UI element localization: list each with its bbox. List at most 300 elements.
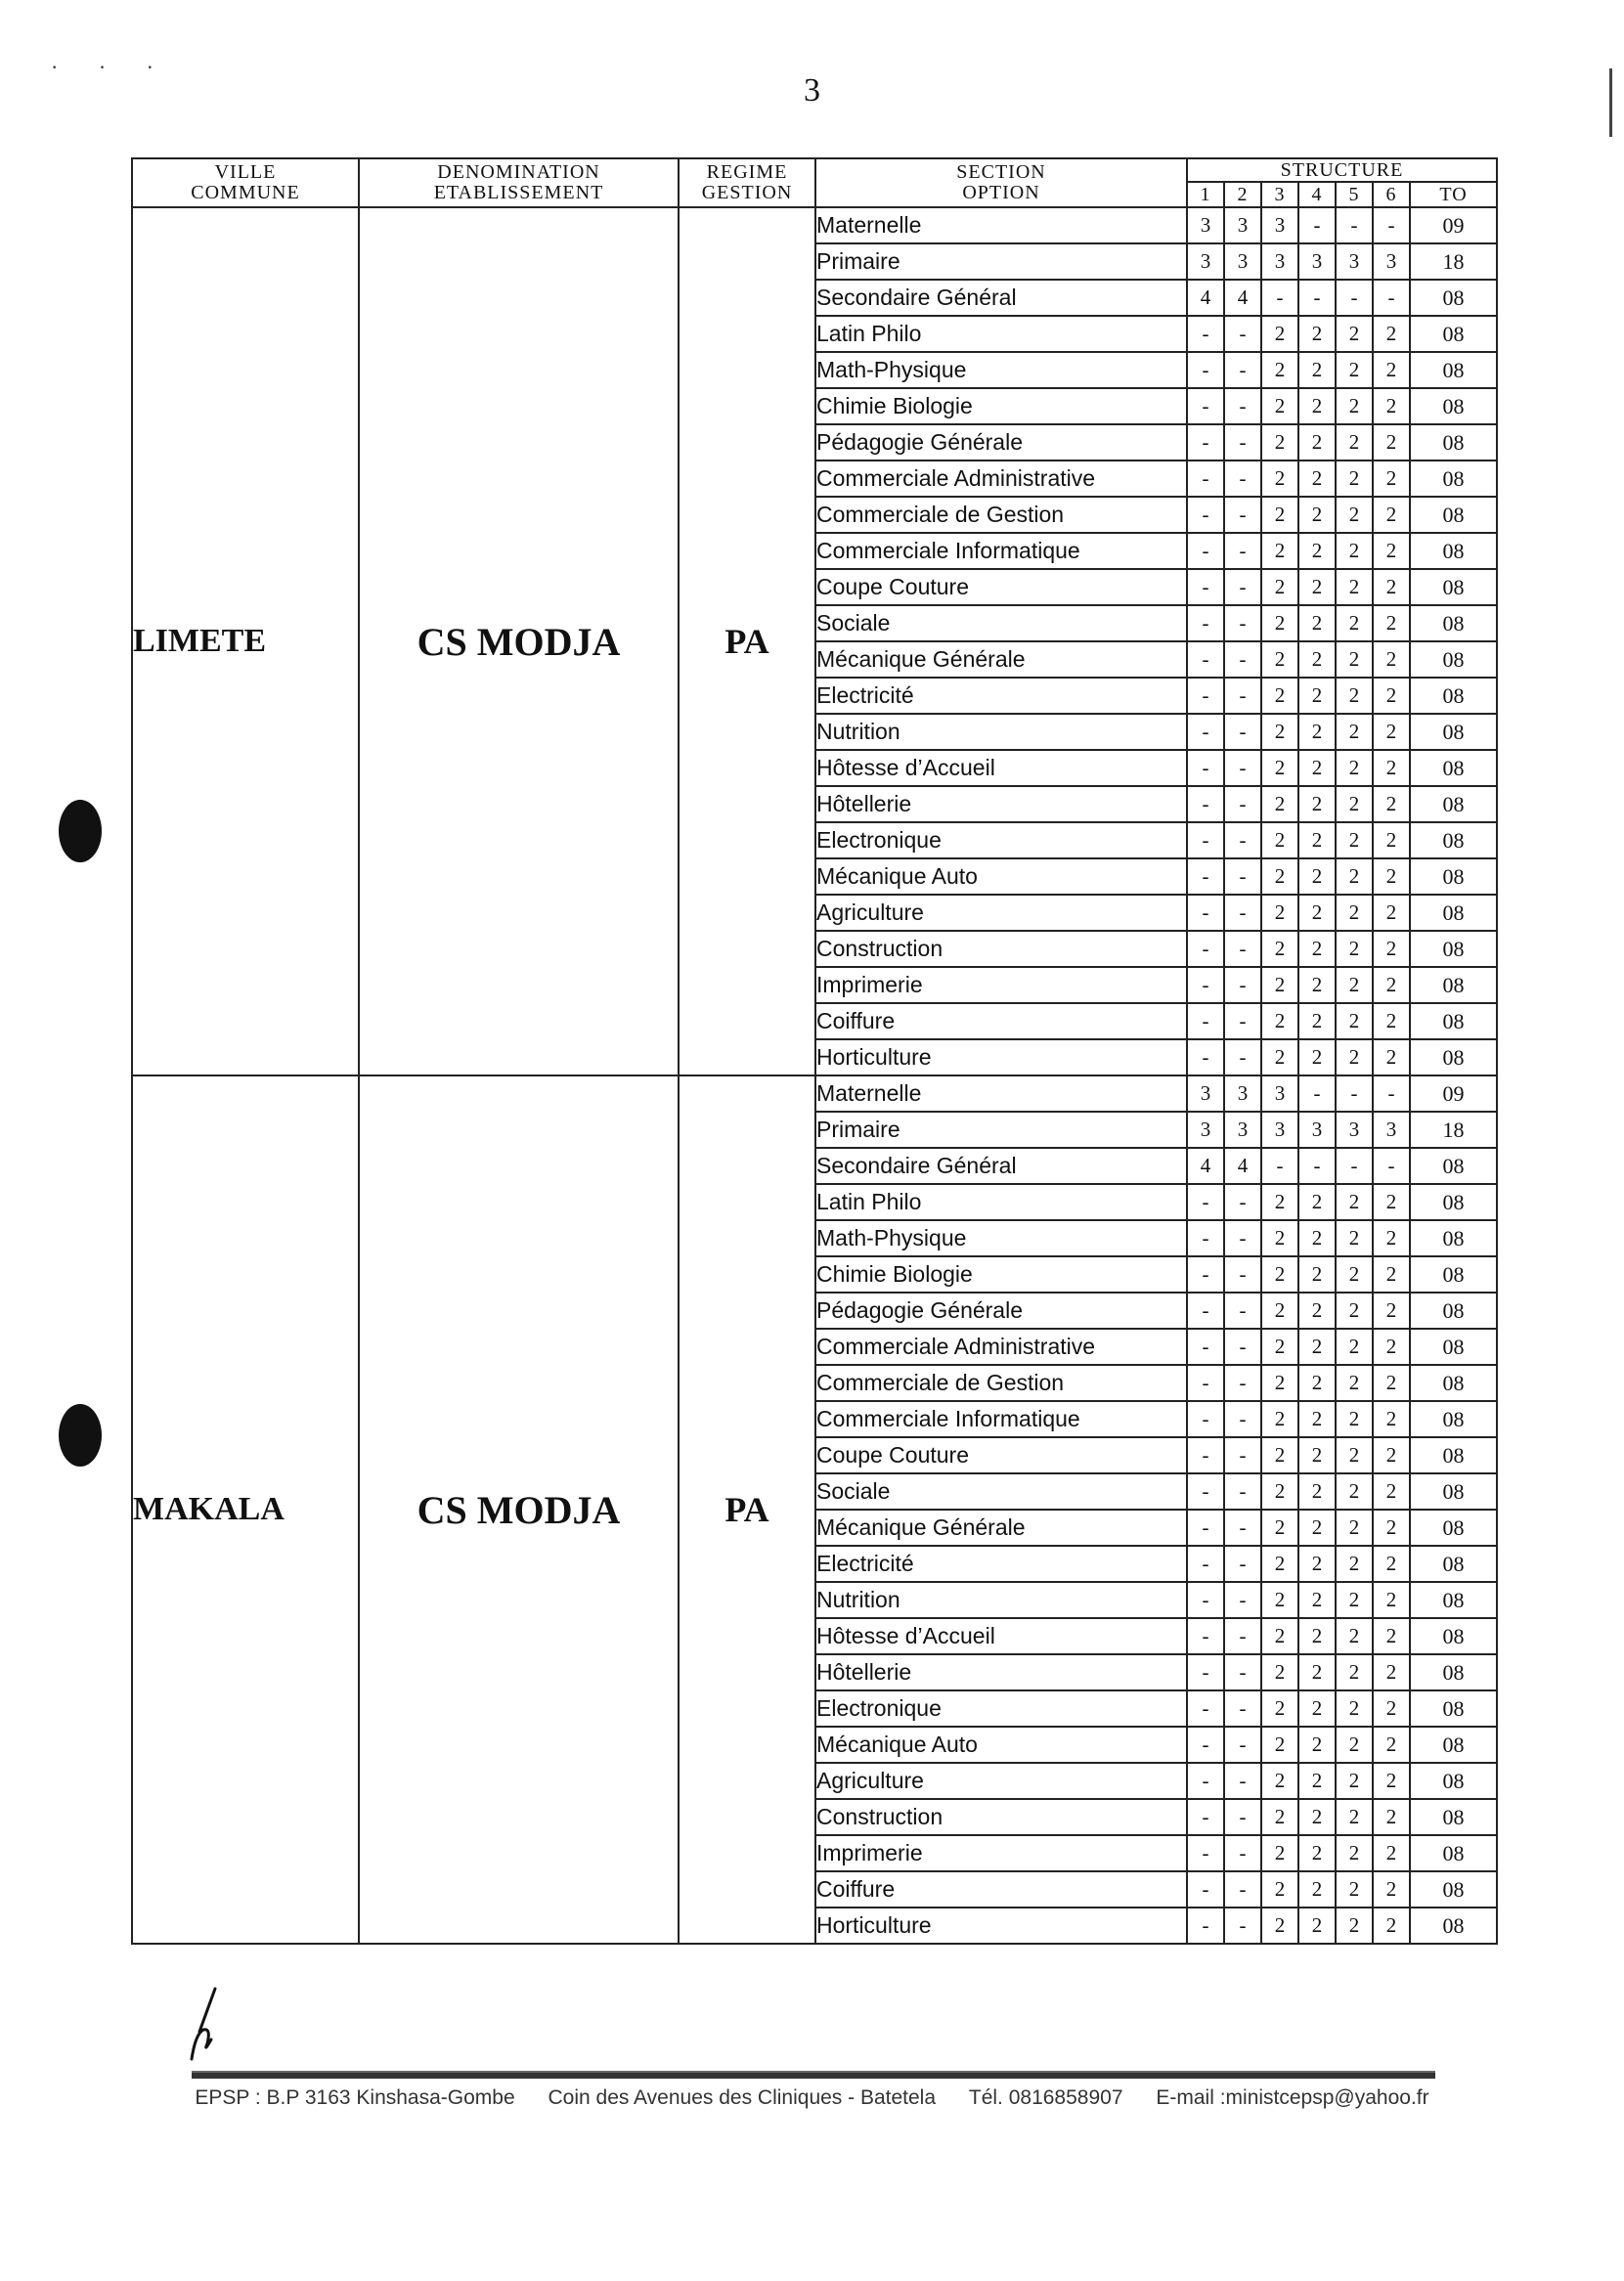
total-cell: 08 <box>1410 388 1497 424</box>
structure-cell: 2 <box>1336 1546 1373 1582</box>
structure-cell: 2 <box>1298 1690 1336 1727</box>
header-commune: COMMUNE <box>191 182 300 203</box>
header-structure-col: 5 <box>1336 182 1373 207</box>
structure-cell: 2 <box>1261 678 1298 714</box>
structure-cell: 2 <box>1298 967 1336 1003</box>
option-cell: Pédagogie Générale <box>815 424 1187 461</box>
signature-icon <box>182 1985 241 2063</box>
structure-cell: 2 <box>1373 1510 1410 1546</box>
structure-cell: - <box>1224 678 1261 714</box>
header-regime-line2: GESTION <box>701 182 793 203</box>
structure-cell: - <box>1187 461 1224 497</box>
structure-cell: 2 <box>1298 750 1336 786</box>
structure-cell: 2 <box>1298 1546 1336 1582</box>
structure-cell: - <box>1224 750 1261 786</box>
structure-cell: - <box>1224 497 1261 533</box>
structure-cell: 2 <box>1298 858 1336 895</box>
structure-cell: 2 <box>1261 1437 1298 1473</box>
total-cell: 08 <box>1410 1727 1497 1763</box>
structure-cell: - <box>1224 1835 1261 1871</box>
structure-cell: - <box>1373 207 1410 243</box>
structure-cell: 2 <box>1261 1654 1298 1690</box>
option-cell: Math-Physique <box>815 1220 1187 1256</box>
option-cell: Commerciale de Gestion <box>815 1365 1187 1401</box>
structure-cell: 2 <box>1373 1727 1410 1763</box>
structure-cell: 2 <box>1261 1401 1298 1437</box>
header-structure-total: TO <box>1410 182 1497 207</box>
header-denomination-line1: DENOMINATION <box>437 161 600 183</box>
structure-cell: 2 <box>1336 1256 1373 1293</box>
option-cell: Hôtesse d’Accueil <box>815 1618 1187 1654</box>
structure-cell: 2 <box>1261 1727 1298 1763</box>
footer-location: Coin des Avenues des Cliniques - Batetela <box>548 2086 937 2109</box>
structure-cell: - <box>1187 316 1224 352</box>
option-cell: Primaire <box>815 243 1187 280</box>
total-cell: 08 <box>1410 1835 1497 1871</box>
table-body <box>132 207 1497 1944</box>
option-cell: Hôtesse d’Accueil <box>815 750 1187 786</box>
header-structure-col: 3 <box>1261 182 1298 207</box>
structure-cell: 2 <box>1373 1908 1410 1944</box>
structure-cell: - <box>1224 641 1261 678</box>
structure-cell: - <box>1224 569 1261 605</box>
structure-cell: 3 <box>1373 1112 1410 1148</box>
structure-cell: - <box>1187 1871 1224 1908</box>
structure-cell: - <box>1187 1220 1224 1256</box>
structure-cell: 2 <box>1261 1293 1298 1329</box>
structure-cell: 2 <box>1261 786 1298 822</box>
structure-cell: 3 <box>1187 1075 1224 1112</box>
structure-cell: 2 <box>1336 1293 1373 1329</box>
structure-cell: 2 <box>1373 1003 1410 1039</box>
structure-cell: 3 <box>1336 1112 1373 1148</box>
structure-cell: 3 <box>1187 1112 1224 1148</box>
structure-cell: 2 <box>1336 1871 1373 1908</box>
punch-hole-icon <box>59 800 102 862</box>
structure-cell: - <box>1224 1763 1261 1799</box>
structure-cell: 2 <box>1298 1763 1336 1799</box>
total-cell: 08 <box>1410 1039 1497 1075</box>
total-cell: 08 <box>1410 858 1497 895</box>
total-cell: 08 <box>1410 1365 1497 1401</box>
structure-cell: - <box>1187 1618 1224 1654</box>
option-cell: Primaire <box>815 1112 1187 1148</box>
structure-cell: - <box>1224 931 1261 967</box>
structure-cell: - <box>1224 1510 1261 1546</box>
structure-cell: - <box>1187 569 1224 605</box>
structure-cell: - <box>1298 1148 1336 1184</box>
structure-cell: - <box>1224 1618 1261 1654</box>
structure-cell: 2 <box>1373 1329 1410 1365</box>
structure-cell: 2 <box>1373 316 1410 352</box>
structure-cell: - <box>1224 1690 1261 1727</box>
structure-cell: 2 <box>1298 1727 1336 1763</box>
option-cell: Commerciale Administrative <box>815 1329 1187 1365</box>
structure-cell: - <box>1373 1075 1410 1112</box>
structure-cell: 2 <box>1261 605 1298 641</box>
structure-cell: 2 <box>1261 1184 1298 1220</box>
total-cell: 08 <box>1410 1618 1497 1654</box>
structure-cell: 3 <box>1187 243 1224 280</box>
structure-cell: - <box>1187 1293 1224 1329</box>
structure-cell: - <box>1187 388 1224 424</box>
option-cell: Sociale <box>815 605 1187 641</box>
structure-cell: - <box>1373 280 1410 316</box>
structure-cell: 2 <box>1261 533 1298 569</box>
structure-cell: 2 <box>1261 388 1298 424</box>
structure-cell: - <box>1224 967 1261 1003</box>
structure-cell: - <box>1224 1184 1261 1220</box>
option-cell: Mécanique Auto <box>815 858 1187 895</box>
structure-cell: 2 <box>1336 1799 1373 1835</box>
option-cell: Commerciale Informatique <box>815 533 1187 569</box>
structure-cell: 2 <box>1298 1220 1336 1256</box>
structure-cell: - <box>1187 967 1224 1003</box>
structure-cell: 2 <box>1261 1256 1298 1293</box>
header-section-line1: SECTION <box>956 161 1046 183</box>
punch-hole-icon <box>59 1404 102 1467</box>
structure-cell: 2 <box>1298 1799 1336 1835</box>
structure-cell: 2 <box>1261 1510 1298 1546</box>
structure-cell: 2 <box>1298 1582 1336 1618</box>
total-cell: 08 <box>1410 605 1497 641</box>
structure-cell: - <box>1298 280 1336 316</box>
structure-cell: 2 <box>1298 1365 1336 1401</box>
total-cell: 08 <box>1410 352 1497 388</box>
structure-cell: - <box>1224 352 1261 388</box>
structure-cell: - <box>1336 207 1373 243</box>
structure-cell: 2 <box>1298 1401 1336 1437</box>
structure-cell: 2 <box>1298 497 1336 533</box>
option-cell: Coiffure <box>815 1871 1187 1908</box>
structure-cell: - <box>1336 1148 1373 1184</box>
structure-cell: - <box>1187 822 1224 858</box>
structure-cell: 3 <box>1224 1112 1261 1148</box>
structure-cell: 2 <box>1261 1365 1298 1401</box>
structure-cell: - <box>1224 424 1261 461</box>
structure-cell: 2 <box>1336 1582 1373 1618</box>
option-cell: Electronique <box>815 1690 1187 1727</box>
structure-cell: 2 <box>1373 1184 1410 1220</box>
structure-cell: 2 <box>1298 1908 1336 1944</box>
structure-cell: 3 <box>1373 243 1410 280</box>
structure-cell: 2 <box>1336 931 1373 967</box>
total-cell: 08 <box>1410 1690 1497 1727</box>
structure-cell: 2 <box>1336 1618 1373 1654</box>
structure-cell: 2 <box>1298 605 1336 641</box>
total-cell: 18 <box>1410 1112 1497 1148</box>
structure-cell: 2 <box>1261 1546 1298 1582</box>
structure-cell: - <box>1224 1871 1261 1908</box>
structure-cell: - <box>1187 641 1224 678</box>
total-cell: 08 <box>1410 1473 1497 1510</box>
structure-cell: - <box>1187 1654 1224 1690</box>
structure-cell: 2 <box>1336 786 1373 822</box>
commune-cell: LIMETE <box>132 207 359 1075</box>
school-structure-table <box>131 157 1498 1945</box>
structure-cell: 2 <box>1373 967 1410 1003</box>
structure-cell: 2 <box>1261 424 1298 461</box>
structure-cell: 2 <box>1373 1871 1410 1908</box>
structure-cell: 2 <box>1373 1220 1410 1256</box>
total-cell: 18 <box>1410 243 1497 280</box>
structure-cell: - <box>1187 1184 1224 1220</box>
footer <box>0 2086 1624 2110</box>
structure-cell: 2 <box>1336 605 1373 641</box>
structure-cell: 3 <box>1298 1112 1336 1148</box>
structure-cell: 2 <box>1373 1293 1410 1329</box>
option-cell: Electricité <box>815 678 1187 714</box>
structure-cell: 2 <box>1373 1437 1410 1473</box>
structure-cell: 2 <box>1373 1690 1410 1727</box>
total-cell: 09 <box>1410 207 1497 243</box>
structure-cell: 2 <box>1373 1835 1410 1871</box>
structure-cell: 2 <box>1336 822 1373 858</box>
structure-cell: 2 <box>1261 931 1298 967</box>
structure-cell: 2 <box>1336 1329 1373 1365</box>
structure-cell: 2 <box>1298 1437 1336 1473</box>
structure-cell: - <box>1187 1690 1224 1727</box>
regime-cell: PA <box>679 1075 815 1944</box>
structure-cell: - <box>1261 1148 1298 1184</box>
structure-cell: - <box>1187 1473 1224 1510</box>
structure-cell: 2 <box>1336 461 1373 497</box>
commune-cell: MAKALA <box>132 1075 359 1944</box>
structure-cell: 3 <box>1261 1112 1298 1148</box>
option-cell: Imprimerie <box>815 1835 1187 1871</box>
structure-cell: 2 <box>1298 1003 1336 1039</box>
structure-cell: - <box>1187 1835 1224 1871</box>
structure-cell: 2 <box>1261 1329 1298 1365</box>
structure-cell: 2 <box>1373 1365 1410 1401</box>
etablissement-cell: CS MODJA <box>359 1075 679 1944</box>
structure-cell: 3 <box>1261 243 1298 280</box>
structure-cell: 2 <box>1373 461 1410 497</box>
structure-cell: 2 <box>1261 714 1298 750</box>
structure-cell: 2 <box>1336 1039 1373 1075</box>
etablissement-cell: CS MODJA <box>359 207 679 1075</box>
option-cell: Chimie Biologie <box>815 1256 1187 1293</box>
option-cell: Construction <box>815 1799 1187 1835</box>
total-cell: 08 <box>1410 497 1497 533</box>
option-cell: Commerciale Administrative <box>815 461 1187 497</box>
structure-cell: 2 <box>1373 641 1410 678</box>
structure-cell: 2 <box>1336 388 1373 424</box>
structure-cell: 2 <box>1336 858 1373 895</box>
structure-cell: 2 <box>1336 1365 1373 1401</box>
structure-cell: 2 <box>1261 1618 1298 1654</box>
structure-cell: 2 <box>1298 1039 1336 1075</box>
structure-cell: - <box>1187 1039 1224 1075</box>
structure-cell: 2 <box>1373 678 1410 714</box>
structure-cell: 2 <box>1373 1546 1410 1582</box>
structure-cell: - <box>1224 605 1261 641</box>
structure-cell: - <box>1187 714 1224 750</box>
structure-cell: 2 <box>1298 569 1336 605</box>
structure-cell: - <box>1336 1075 1373 1112</box>
structure-cell: 2 <box>1373 858 1410 895</box>
total-cell: 08 <box>1410 1654 1497 1690</box>
structure-cell: - <box>1224 388 1261 424</box>
structure-cell: - <box>1224 1293 1261 1329</box>
structure-cell: - <box>1187 1799 1224 1835</box>
structure-cell: 3 <box>1224 207 1261 243</box>
structure-cell: - <box>1224 822 1261 858</box>
total-cell: 08 <box>1410 1329 1497 1365</box>
structure-cell: 2 <box>1336 1835 1373 1871</box>
total-cell: 08 <box>1410 786 1497 822</box>
structure-cell: - <box>1224 1365 1261 1401</box>
structure-cell: 3 <box>1224 1075 1261 1112</box>
structure-cell: 2 <box>1261 316 1298 352</box>
structure-cell: 2 <box>1373 1763 1410 1799</box>
structure-cell: - <box>1187 1003 1224 1039</box>
structure-cell: - <box>1187 1510 1224 1546</box>
option-cell: Electricité <box>815 1546 1187 1582</box>
structure-cell: 2 <box>1336 1690 1373 1727</box>
structure-cell: 2 <box>1298 1473 1336 1510</box>
structure-cell: - <box>1187 1763 1224 1799</box>
option-cell: Hôtellerie <box>815 786 1187 822</box>
structure-cell: - <box>1224 1256 1261 1293</box>
structure-cell: - <box>1187 1365 1224 1401</box>
option-cell: Mécanique Générale <box>815 641 1187 678</box>
structure-cell: - <box>1224 1908 1261 1944</box>
structure-cell: 2 <box>1336 1401 1373 1437</box>
structure-cell: - <box>1224 1799 1261 1835</box>
total-cell: 08 <box>1410 316 1497 352</box>
total-cell: 08 <box>1410 1908 1497 1944</box>
structure-cell: 2 <box>1336 967 1373 1003</box>
structure-cell: 2 <box>1298 352 1336 388</box>
structure-cell: 2 <box>1298 1510 1336 1546</box>
structure-cell: - <box>1224 1582 1261 1618</box>
header-denomination-line2: ETABLISSEMENT <box>433 182 604 203</box>
header-section <box>815 158 1187 207</box>
option-cell: Maternelle <box>815 1075 1187 1112</box>
header-ville-commune <box>132 158 359 207</box>
option-cell: Mécanique Auto <box>815 1727 1187 1763</box>
structure-cell: 2 <box>1373 1401 1410 1437</box>
structure-cell: 2 <box>1261 1763 1298 1799</box>
option-cell: Pédagogie Générale <box>815 1293 1187 1329</box>
footer-phone: Tél. 0816858907 <box>968 2086 1123 2109</box>
total-cell: 08 <box>1410 1546 1497 1582</box>
structure-cell: - <box>1224 1039 1261 1075</box>
option-cell: Latin Philo <box>815 316 1187 352</box>
total-cell: 09 <box>1410 1075 1497 1112</box>
structure-cell: 2 <box>1373 388 1410 424</box>
structure-cell: 2 <box>1261 1908 1298 1944</box>
structure-cell: 2 <box>1373 605 1410 641</box>
option-cell: Commerciale Informatique <box>815 1401 1187 1437</box>
structure-cell: 2 <box>1336 1220 1373 1256</box>
structure-cell: 2 <box>1261 967 1298 1003</box>
structure-cell: 2 <box>1298 533 1336 569</box>
structure-cell: - <box>1224 1473 1261 1510</box>
option-cell: Sociale <box>815 1473 1187 1510</box>
structure-cell: 2 <box>1298 822 1336 858</box>
structure-cell: - <box>1224 1546 1261 1582</box>
structure-cell: - <box>1187 352 1224 388</box>
structure-cell: 2 <box>1336 750 1373 786</box>
structure-cell: 2 <box>1373 569 1410 605</box>
structure-cell: 2 <box>1373 533 1410 569</box>
header-denomination <box>359 158 679 207</box>
structure-cell: 2 <box>1336 316 1373 352</box>
structure-cell: 2 <box>1261 1220 1298 1256</box>
structure-cell: 2 <box>1261 1871 1298 1908</box>
structure-cell: 3 <box>1187 207 1224 243</box>
structure-cell: - <box>1298 1075 1336 1112</box>
structure-cell: 2 <box>1261 352 1298 388</box>
structure-cell: 2 <box>1373 1473 1410 1510</box>
structure-cell: 2 <box>1373 895 1410 931</box>
option-cell: Commerciale de Gestion <box>815 497 1187 533</box>
total-cell: 08 <box>1410 895 1497 931</box>
option-cell: Horticulture <box>815 1039 1187 1075</box>
structure-cell: - <box>1187 1256 1224 1293</box>
option-cell: Electronique <box>815 822 1187 858</box>
structure-cell: 2 <box>1373 931 1410 967</box>
structure-cell: - <box>1224 1401 1261 1437</box>
header-regime-line1: REGIME <box>706 161 788 183</box>
total-cell: 08 <box>1410 1871 1497 1908</box>
structure-cell: 2 <box>1261 1799 1298 1835</box>
structure-cell: 2 <box>1336 1473 1373 1510</box>
total-cell: 08 <box>1410 967 1497 1003</box>
structure-cell: - <box>1187 1437 1224 1473</box>
structure-cell: - <box>1224 316 1261 352</box>
option-cell: Imprimerie <box>815 967 1187 1003</box>
total-cell: 08 <box>1410 641 1497 678</box>
structure-cell: 3 <box>1298 243 1336 280</box>
structure-cell: 2 <box>1336 424 1373 461</box>
total-cell: 08 <box>1410 1763 1497 1799</box>
structure-cell: 2 <box>1261 750 1298 786</box>
structure-cell: - <box>1224 1727 1261 1763</box>
table-row <box>132 207 1497 243</box>
structure-cell: 4 <box>1224 280 1261 316</box>
option-cell: Secondaire Général <box>815 1148 1187 1184</box>
structure-cell: 2 <box>1261 1582 1298 1618</box>
structure-cell: - <box>1187 533 1224 569</box>
structure-cell: - <box>1187 1401 1224 1437</box>
structure-cell: 2 <box>1298 461 1336 497</box>
structure-cell: 2 <box>1336 678 1373 714</box>
structure-cell: 2 <box>1298 1871 1336 1908</box>
structure-cell: - <box>1187 1908 1224 1944</box>
structure-cell: 2 <box>1298 1618 1336 1654</box>
structure-cell: 2 <box>1373 1582 1410 1618</box>
structure-cell: 2 <box>1298 931 1336 967</box>
structure-cell: 2 <box>1336 497 1373 533</box>
structure-cell: 2 <box>1298 786 1336 822</box>
structure-cell: 4 <box>1187 1148 1224 1184</box>
structure-cell: - <box>1187 424 1224 461</box>
structure-cell: 2 <box>1298 678 1336 714</box>
structure-cell: 2 <box>1298 424 1336 461</box>
structure-cell: 2 <box>1336 533 1373 569</box>
structure-cell: - <box>1224 1654 1261 1690</box>
total-cell: 08 <box>1410 1220 1497 1256</box>
structure-cell: 2 <box>1373 750 1410 786</box>
total-cell: 08 <box>1410 1510 1497 1546</box>
structure-cell: - <box>1187 497 1224 533</box>
footer-rule <box>192 2071 1435 2079</box>
structure-cell: 2 <box>1261 461 1298 497</box>
structure-cell: - <box>1224 858 1261 895</box>
